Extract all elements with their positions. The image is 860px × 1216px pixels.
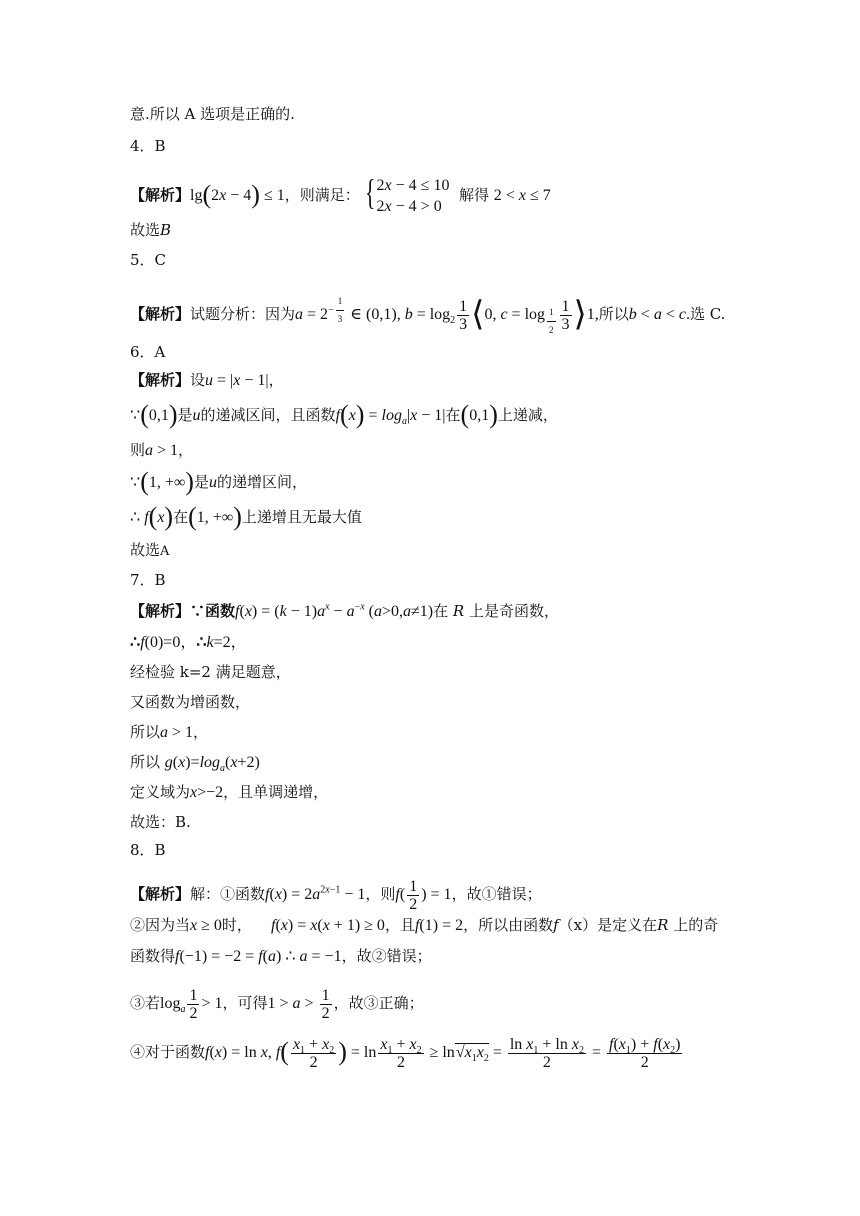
solution-7-line-8: 故选：B. (130, 813, 191, 831)
analysis-tag: 【解析】 (130, 186, 191, 204)
solution-6-line-4: ∵(1, +∞)是u的递增区间， (130, 467, 307, 496)
analysis-tag: 【解析】 (130, 305, 191, 324)
solution-8-line-2: ②因为当x ≥ 0时， f(x) = x(x + 1) ≥ 0，且f(1) = 2，所以由函数f（x）是定义在R 上的奇 (130, 916, 719, 934)
inequality-system: { 2x − 4 ≤ 10 2x − 4 > 0 (364, 172, 450, 215)
solution-7-line-7: 定义域为x>−2，且单调递增， (130, 783, 329, 801)
solution-7-line-1: 【解析】∵函数$f(x) = (k - 1)a^x - a^{-x}$ (a>0,a≠1)在 R 上是奇函数， (130, 601, 560, 620)
answer-6: 6．A (130, 343, 166, 361)
answer-8: 8．B (130, 841, 166, 859)
text-span: ，则满足： (284, 186, 360, 204)
text-line: 意.所以 A 选项是正确的. (130, 105, 295, 123)
solution-7-line-3: 经检验 k=2 满足题意， (130, 663, 291, 681)
solution-6-line-3: 则a > 1， (130, 441, 194, 459)
solution-8-line-5: ④对于函数f(x) = ln x, f( $\frac{x_1 + x_2}{2}$ ) = ln $\frac{x_1 + x_2}{2}$ ≥ $\ln√x_1x_2$ = $\frac{\ln x_1 + \ln x_2}{2}$ = $\frac{f(x_1) + f(x_2)}{2}$ (130, 1036, 681, 1071)
solution-6-line-5: ∴ f(x)在(1, +∞)上递增且无最大值 (130, 502, 362, 531)
answer-5: 5．C (130, 251, 167, 269)
solution-5: 【解析】试题分析：因为$a = 2^{- \frac{1}{3}}$ ∈ (0,1), $b = \log_2$ $\frac{1}{3}$ ⟨0, c = log $_{\frac{1}{2}}$ $\frac{1}{3}$ ⟩1,所以b < a < c.选 C. (130, 293, 725, 339)
answer-7: 7．B (130, 571, 166, 589)
solution-7-line-4: 又函数为增函数， (130, 693, 251, 711)
solution-6-line-1: 【解析】设u = |x − 1|， (130, 371, 284, 389)
text-span: 解得 (459, 186, 490, 204)
solution-7-line-5: 所以a > 1， (130, 723, 209, 741)
solution-7-line-6: 所以 $g(x)=\log_a(x+2)$ (130, 753, 260, 775)
solution-7-line-2: ∴f(0)=0，∴k=2， (130, 634, 247, 651)
text-line: 故选B (130, 221, 172, 239)
answer-4: 4．B (130, 137, 166, 155)
solution-8-line-4: ③若$\log_a$ $\frac{1}{2}$ > 1，可得1 > a > $\frac{1}{2}$ ，故③正确； (130, 987, 424, 1022)
text-line: 故选A (130, 541, 170, 559)
solution-8-line-3: 函数得f(−1) = −2 = f(a) ∴ a = −1，故②错误； (130, 947, 432, 965)
solution-4: 【解析】lg(2x − 4) ≤ 1，则满足： { 2x − 4 ≤ 10 2x − 4 > 0 解得 2 < x ≤ 7 (130, 172, 551, 215)
solution-6-line-2: ∵(0,1)是u的递减区间，且函数$f(x) = \log_a|x - 1|$在(0,1)上递减， (130, 400, 558, 429)
solution-8-line-1: 【解析】解：①函数$f(x) = 2a^{2x-1} - 1$，则f( $\frac{1}{2}$ ) = 1，故①错误； (130, 878, 542, 913)
